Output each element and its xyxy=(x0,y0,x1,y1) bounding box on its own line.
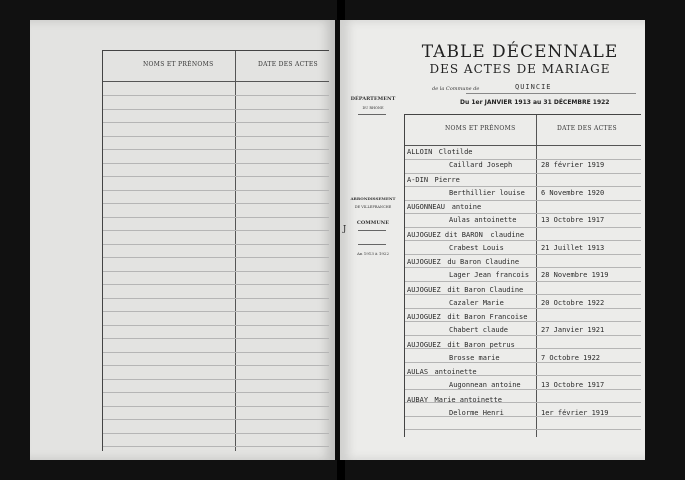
entry-surname: AUJOGUEZ xyxy=(407,258,441,266)
entry-spouse-name: Brosse marie xyxy=(449,353,500,362)
ruled-line xyxy=(405,321,641,322)
ruled-line xyxy=(405,308,641,309)
entry-surname: AUJOGUEZ xyxy=(407,340,441,349)
ruled-line xyxy=(103,338,329,339)
right-table-header xyxy=(405,115,641,146)
entry-date: 28 Novembre 1919 xyxy=(541,271,609,279)
ruled-line xyxy=(405,267,641,268)
ruled-line xyxy=(405,335,641,336)
entry-date: 13 Octobre 1917 xyxy=(541,381,605,389)
ruled-line xyxy=(103,230,329,231)
entry-spouse-name: Aulas antoinette xyxy=(449,216,517,224)
commune-value: QUINCIE xyxy=(515,83,552,91)
commune-underline xyxy=(466,93,636,94)
entry-date: 13 Octobre 1917 xyxy=(541,216,605,224)
ruled-line xyxy=(103,352,329,353)
left-col-dates-header: DATE DES ACTES xyxy=(258,61,318,68)
entry-spouse-name: Augonnean antoine xyxy=(449,381,521,389)
ruled-line xyxy=(405,362,641,363)
ruled-line xyxy=(405,159,641,160)
side-period: An 1913 à 1922 xyxy=(356,251,390,256)
entry-spouse-name: Berthillier louise xyxy=(449,188,525,197)
ruled-line xyxy=(103,406,329,407)
ruled-line xyxy=(103,433,329,434)
ruled-line xyxy=(103,365,329,366)
side-commune-label: COMMUNE xyxy=(356,220,390,226)
entry-surname: ALLOIN xyxy=(407,148,433,156)
entry-given-name: du Baron Claudine xyxy=(447,258,520,266)
entry-surname: AULAS xyxy=(407,368,429,376)
register-subtitle: DES ACTES DE MARIAGE xyxy=(429,62,611,76)
entry-given-name: dit Baron petrus xyxy=(447,340,515,349)
ruled-line xyxy=(103,311,329,312)
ruled-line xyxy=(103,284,329,285)
entry-given-name: antoine xyxy=(451,203,482,211)
entry-given-name: dit Baron Francoise xyxy=(447,313,528,321)
departement-label: DÉPARTEMENT xyxy=(350,96,396,102)
ruled-line xyxy=(103,419,329,420)
ruled-line xyxy=(405,294,641,295)
left-register-table xyxy=(102,50,329,451)
ruled-line xyxy=(103,122,329,123)
spine-mark-top xyxy=(337,0,345,22)
commune-label: de la Commune de xyxy=(432,86,480,92)
arrondissement-label: ARRONDISSEMENT xyxy=(350,196,396,201)
entry-given-name: claudine xyxy=(490,230,525,239)
ruled-line xyxy=(103,392,329,393)
entry-surname: AUJOGUEZ dit BARON xyxy=(407,230,483,239)
ruled-line xyxy=(103,136,329,137)
ruled-line xyxy=(405,389,641,390)
ruled-line xyxy=(103,190,329,191)
ruled-line xyxy=(405,213,641,214)
left-table-header xyxy=(103,51,329,82)
entry-spouse-name: Caillard Joseph xyxy=(449,161,513,169)
entry-surname: AUJOGUEZ xyxy=(407,285,441,294)
marriage-register-table xyxy=(404,114,641,437)
entry-spouse-name: Cazaler Marie xyxy=(449,298,504,307)
ruled-line xyxy=(103,163,329,164)
entry-given-name: Marie antoinette xyxy=(434,395,502,404)
entry-date: 21 Juillet 1913 xyxy=(541,243,605,252)
ruled-line xyxy=(405,254,641,255)
entry-date: 28 février 1919 xyxy=(541,161,605,169)
entry-spouse-name: Crabest Louis xyxy=(449,243,504,252)
side-divider xyxy=(358,230,386,231)
side-divider xyxy=(358,244,386,245)
entry-surname: A-DIN xyxy=(407,175,429,184)
ruled-line xyxy=(103,217,329,218)
col-dates-header: DATE DES ACTES xyxy=(557,125,617,132)
entry-surname: AUJOGUEZ xyxy=(407,313,441,321)
register-spread xyxy=(30,20,645,460)
arrondissement-sub: DE VILLEFRANCHE xyxy=(354,205,392,209)
ruled-line xyxy=(103,298,329,299)
ruled-line xyxy=(103,176,329,177)
ruled-line xyxy=(405,173,641,174)
ruled-line xyxy=(103,271,329,272)
ruled-line xyxy=(405,186,641,187)
ruled-line xyxy=(103,446,329,447)
entry-date: 6 Novembre 1920 xyxy=(541,188,605,197)
entry-date: 27 Janvier 1921 xyxy=(541,326,605,334)
entry-given-name: Clotilde xyxy=(438,148,473,156)
entry-given-name: antoinette xyxy=(434,368,477,376)
spine-mark-bottom xyxy=(337,458,345,480)
ruled-line xyxy=(405,200,641,201)
entry-date: 20 Octobre 1922 xyxy=(541,298,605,307)
entry-given-name: dit Baron Claudine xyxy=(447,285,524,294)
ruled-line xyxy=(103,203,329,204)
entry-spouse-name: Chabert claude xyxy=(449,326,509,334)
left-column-separator xyxy=(235,51,236,451)
entry-date: 1er février 1919 xyxy=(541,408,609,417)
left-col-names-header: NOMS ET PRÉNOMS xyxy=(143,61,214,68)
ruled-line xyxy=(103,257,329,258)
col-names-header: NOMS ET PRÉNOMS xyxy=(445,125,516,132)
ruled-line xyxy=(405,240,641,241)
ruled-line xyxy=(103,95,329,96)
ruled-line xyxy=(405,429,641,430)
entry-spouse-name: Lager Jean francois xyxy=(449,271,530,279)
ruled-line xyxy=(103,379,329,380)
entry-date: 7 Octobre 1922 xyxy=(541,353,601,362)
period-heading: Du 1er JANVIER 1913 au 31 DÉCEMBRE 1922 xyxy=(460,99,610,106)
ruled-line xyxy=(103,325,329,326)
ruled-line xyxy=(103,244,329,245)
side-divider xyxy=(358,114,386,115)
entry-spouse-name: Delorme Henri xyxy=(449,408,504,417)
ruled-line xyxy=(405,281,641,282)
entry-surname: AUGONNEAU xyxy=(407,203,445,211)
left-page xyxy=(30,20,335,460)
entry-given-name: Pierre xyxy=(434,175,460,184)
ruled-line xyxy=(103,109,329,110)
ruled-line xyxy=(103,149,329,150)
register-title: TABLE DÉCENNALE xyxy=(421,42,619,62)
right-page xyxy=(340,20,645,460)
departement-sub: DU RHONE xyxy=(362,106,384,110)
entry-surname: AUBAY xyxy=(407,395,429,404)
handwritten-mark: J xyxy=(343,224,347,233)
ruled-line xyxy=(405,227,641,228)
